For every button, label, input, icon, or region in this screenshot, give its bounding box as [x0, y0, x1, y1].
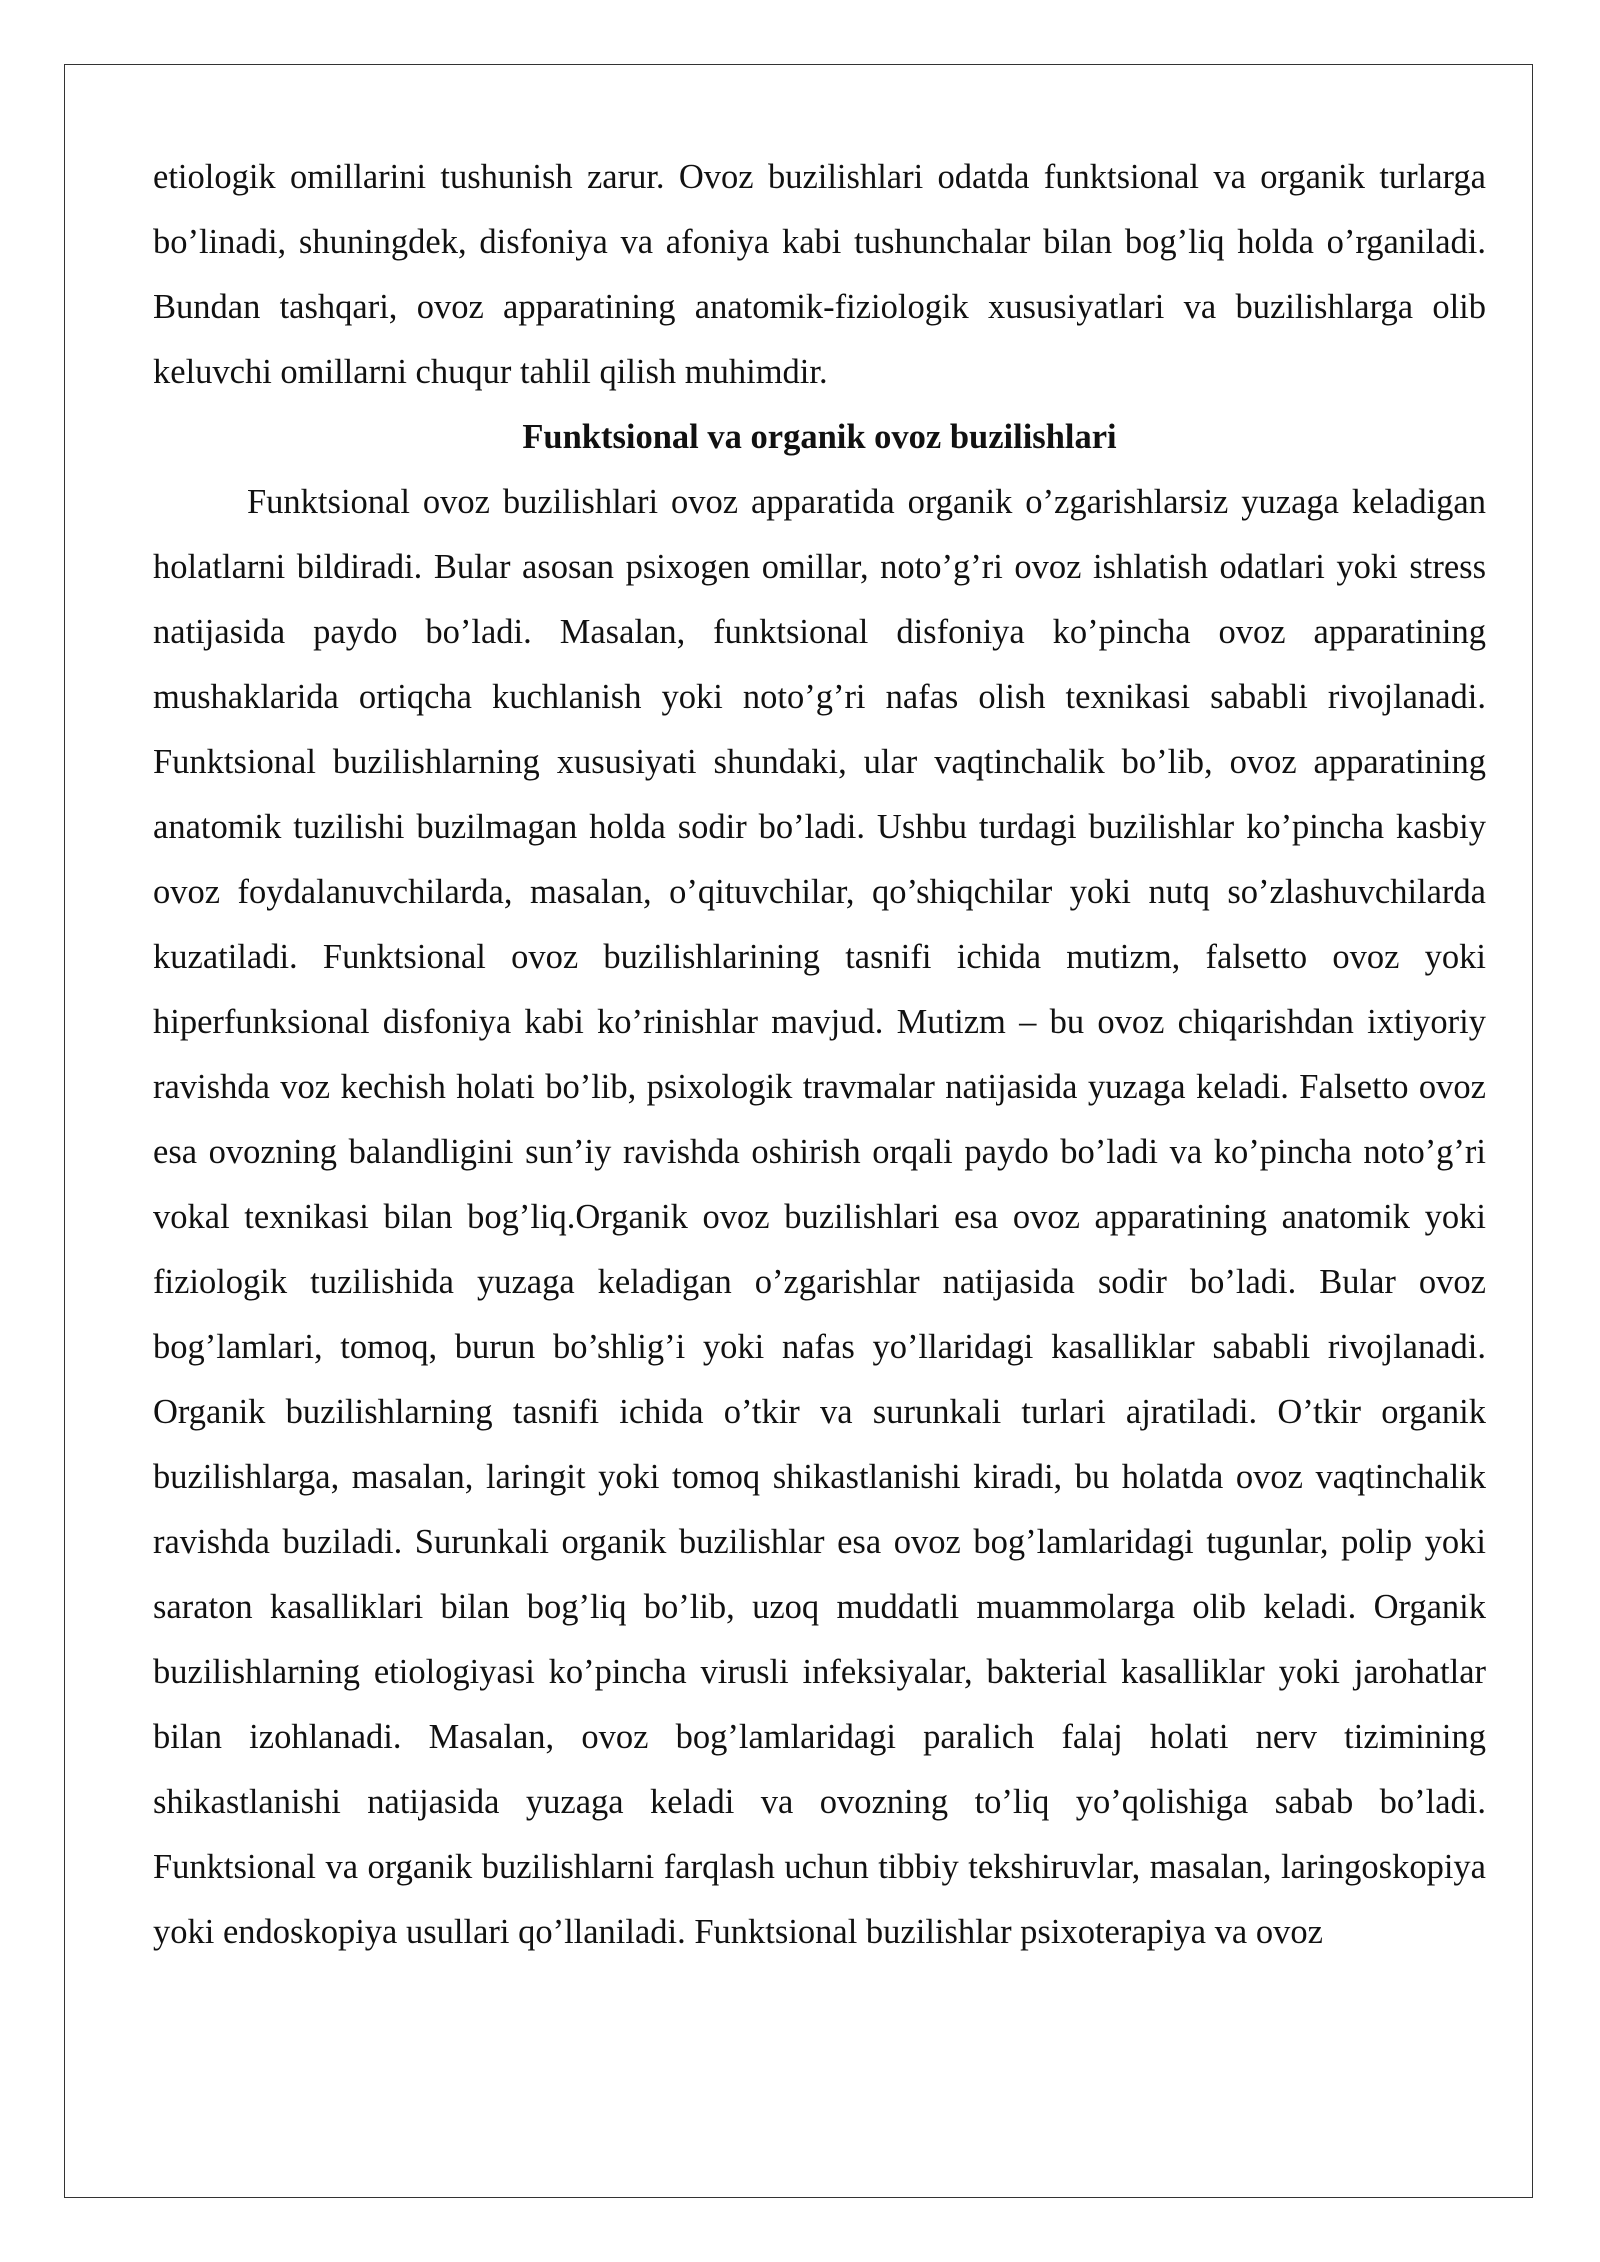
- section-heading: Funktsional va organik ovoz buzilishlari: [522, 418, 1117, 456]
- intro-paragraph: etiologik omillarini tushunish zarur. Ovoz buzilishlari odatda funktsional va organik turlarga bo’linadi, shuningdek, disfoniya va afoniya kabi tushunchalar bilan bog’liq holda o’rganiladi. Bundan tashqari, ovoz apparatining anatomik-fiziologik xususiyatlari va buzilishlarga olib keluvchi omillarni chuqur tahlil qilish muhimdir.: [153, 158, 1486, 391]
- document-body: [153, 145, 1486, 1965]
- body-paragraph: Funktsional ovoz buzilishlari ovoz apparatida organik o’zgarishlarsiz yuzaga keladigan holatlarni bildiradi. Bular asosan psixogen omillar, noto’g’ri ovoz ishlatish odatlari yoki stress natijasida paydo bo’ladi. Masalan, funktsional disfoniya ko’pincha ovoz apparatining mushaklarida ortiqcha kuchlanish yoki noto’g’ri nafas olish texnikasi sababli rivojlanadi. Funktsional buzilishlarning xususiyati shundaki, ular vaqtinchalik bo’lib, ovoz apparatining anatomik tuzilishi buzilmagan holda sodir bo’ladi. Ushbu turdagi buzilishlar ko’pincha kasbiy ovoz foydalanuvchilarda, masalan, o’qituvchilar, qo’shiqchilar yoki nutq so’zlashuvchilarda kuzatiladi. Funktsional ovoz buzilishlarining tasnifi ichida mutizm, falsetto ovoz yoki hiperfunksional disfoniya kabi ko’rinishlar mavjud. Mutizm – bu ovoz chiqarishdan ixtiyoriy ravishda voz kechish holati bo’lib, psixologik travmalar natijasida yuzaga keladi. Falsetto ovoz esa ovozning balandligini sun’iy ravishda oshirish orqali paydo bo’ladi va ko’pincha noto’g’ri vokal texnikasi bilan bog’liq.Organik ovoz buzilishlari esa ovoz apparatining anatomik yoki fiziologik tuzilishida yuzaga keladigan o’zgarishlar natijasida sodir bo’ladi. Bular ovoz bog’lamlari, tomoq, burun bo’shlig’i yoki nafas yo’llaridagi kasalliklar sababli rivojlanadi. Organik buzilishlarning tasnifi ichida o’tkir va surunkali turlari ajratiladi. O’tkir organik buzilishlarga, masalan, laringit yoki tomoq shikastlanishi kiradi, bu holatda ovoz vaqtinchalik ravishda buziladi. Surunkali organik buzilishlar esa ovoz bog’lamlaridagi tugunlar, polip yoki saraton kasalliklari bilan bog’liq bo’lib, uzoq muddatli muammolarga olib keladi. Organik buzilishlarning etiologiyasi ko’pincha virusli infeksiyalar, bakterial kasalliklar yoki jarohatlar bilan izohlanadi. Masalan, ovoz bog’lamlaridagi paralich falaj holati nerv tizimining shikastlanishi natijasida yuzaga keladi va ovozning to’liq yo’qolishiga sabab bo’ladi. Funktsional va organik buzilishlarni farqlash uchun tibbiy tekshiruvlar, masalan, laringoskopiya yoki endoskopiya usullari qo’llaniladi. Funktsional buzilishlar psixoterapiya va ovoz: [153, 483, 1486, 1951]
